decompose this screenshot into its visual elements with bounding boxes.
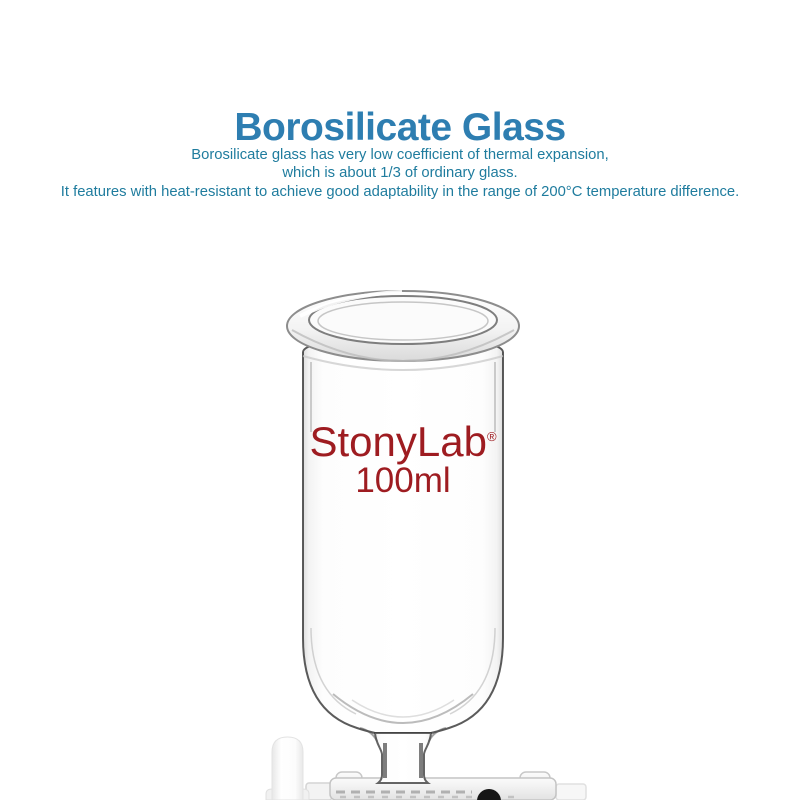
stopcock-left-arm (306, 783, 332, 800)
funnel-body (303, 336, 503, 733)
description-line-1: Borosilicate glass has very low coefficient of thermal expansion, (191, 147, 609, 163)
ptfe-stopcock-plug (266, 737, 309, 800)
brand-label (0, 418, 800, 465)
description-line-2: which is about 1/3 of ordinary glass. (282, 165, 518, 182)
funnel-stem (360, 728, 446, 783)
capacity-label: 100ml (355, 461, 451, 500)
stopcock-assembly (306, 772, 586, 800)
registered-trademark: ® (486, 429, 497, 444)
brand-text: StonyLab (309, 418, 487, 465)
page-title: Borosilicate Glass (234, 106, 566, 150)
description-line-3: It features with heat-resistant to achieve good adaptability in the range of 200°C temperature difference. (60, 183, 740, 200)
funnel-rim (287, 291, 519, 361)
stopcock-right-arm (556, 784, 586, 800)
